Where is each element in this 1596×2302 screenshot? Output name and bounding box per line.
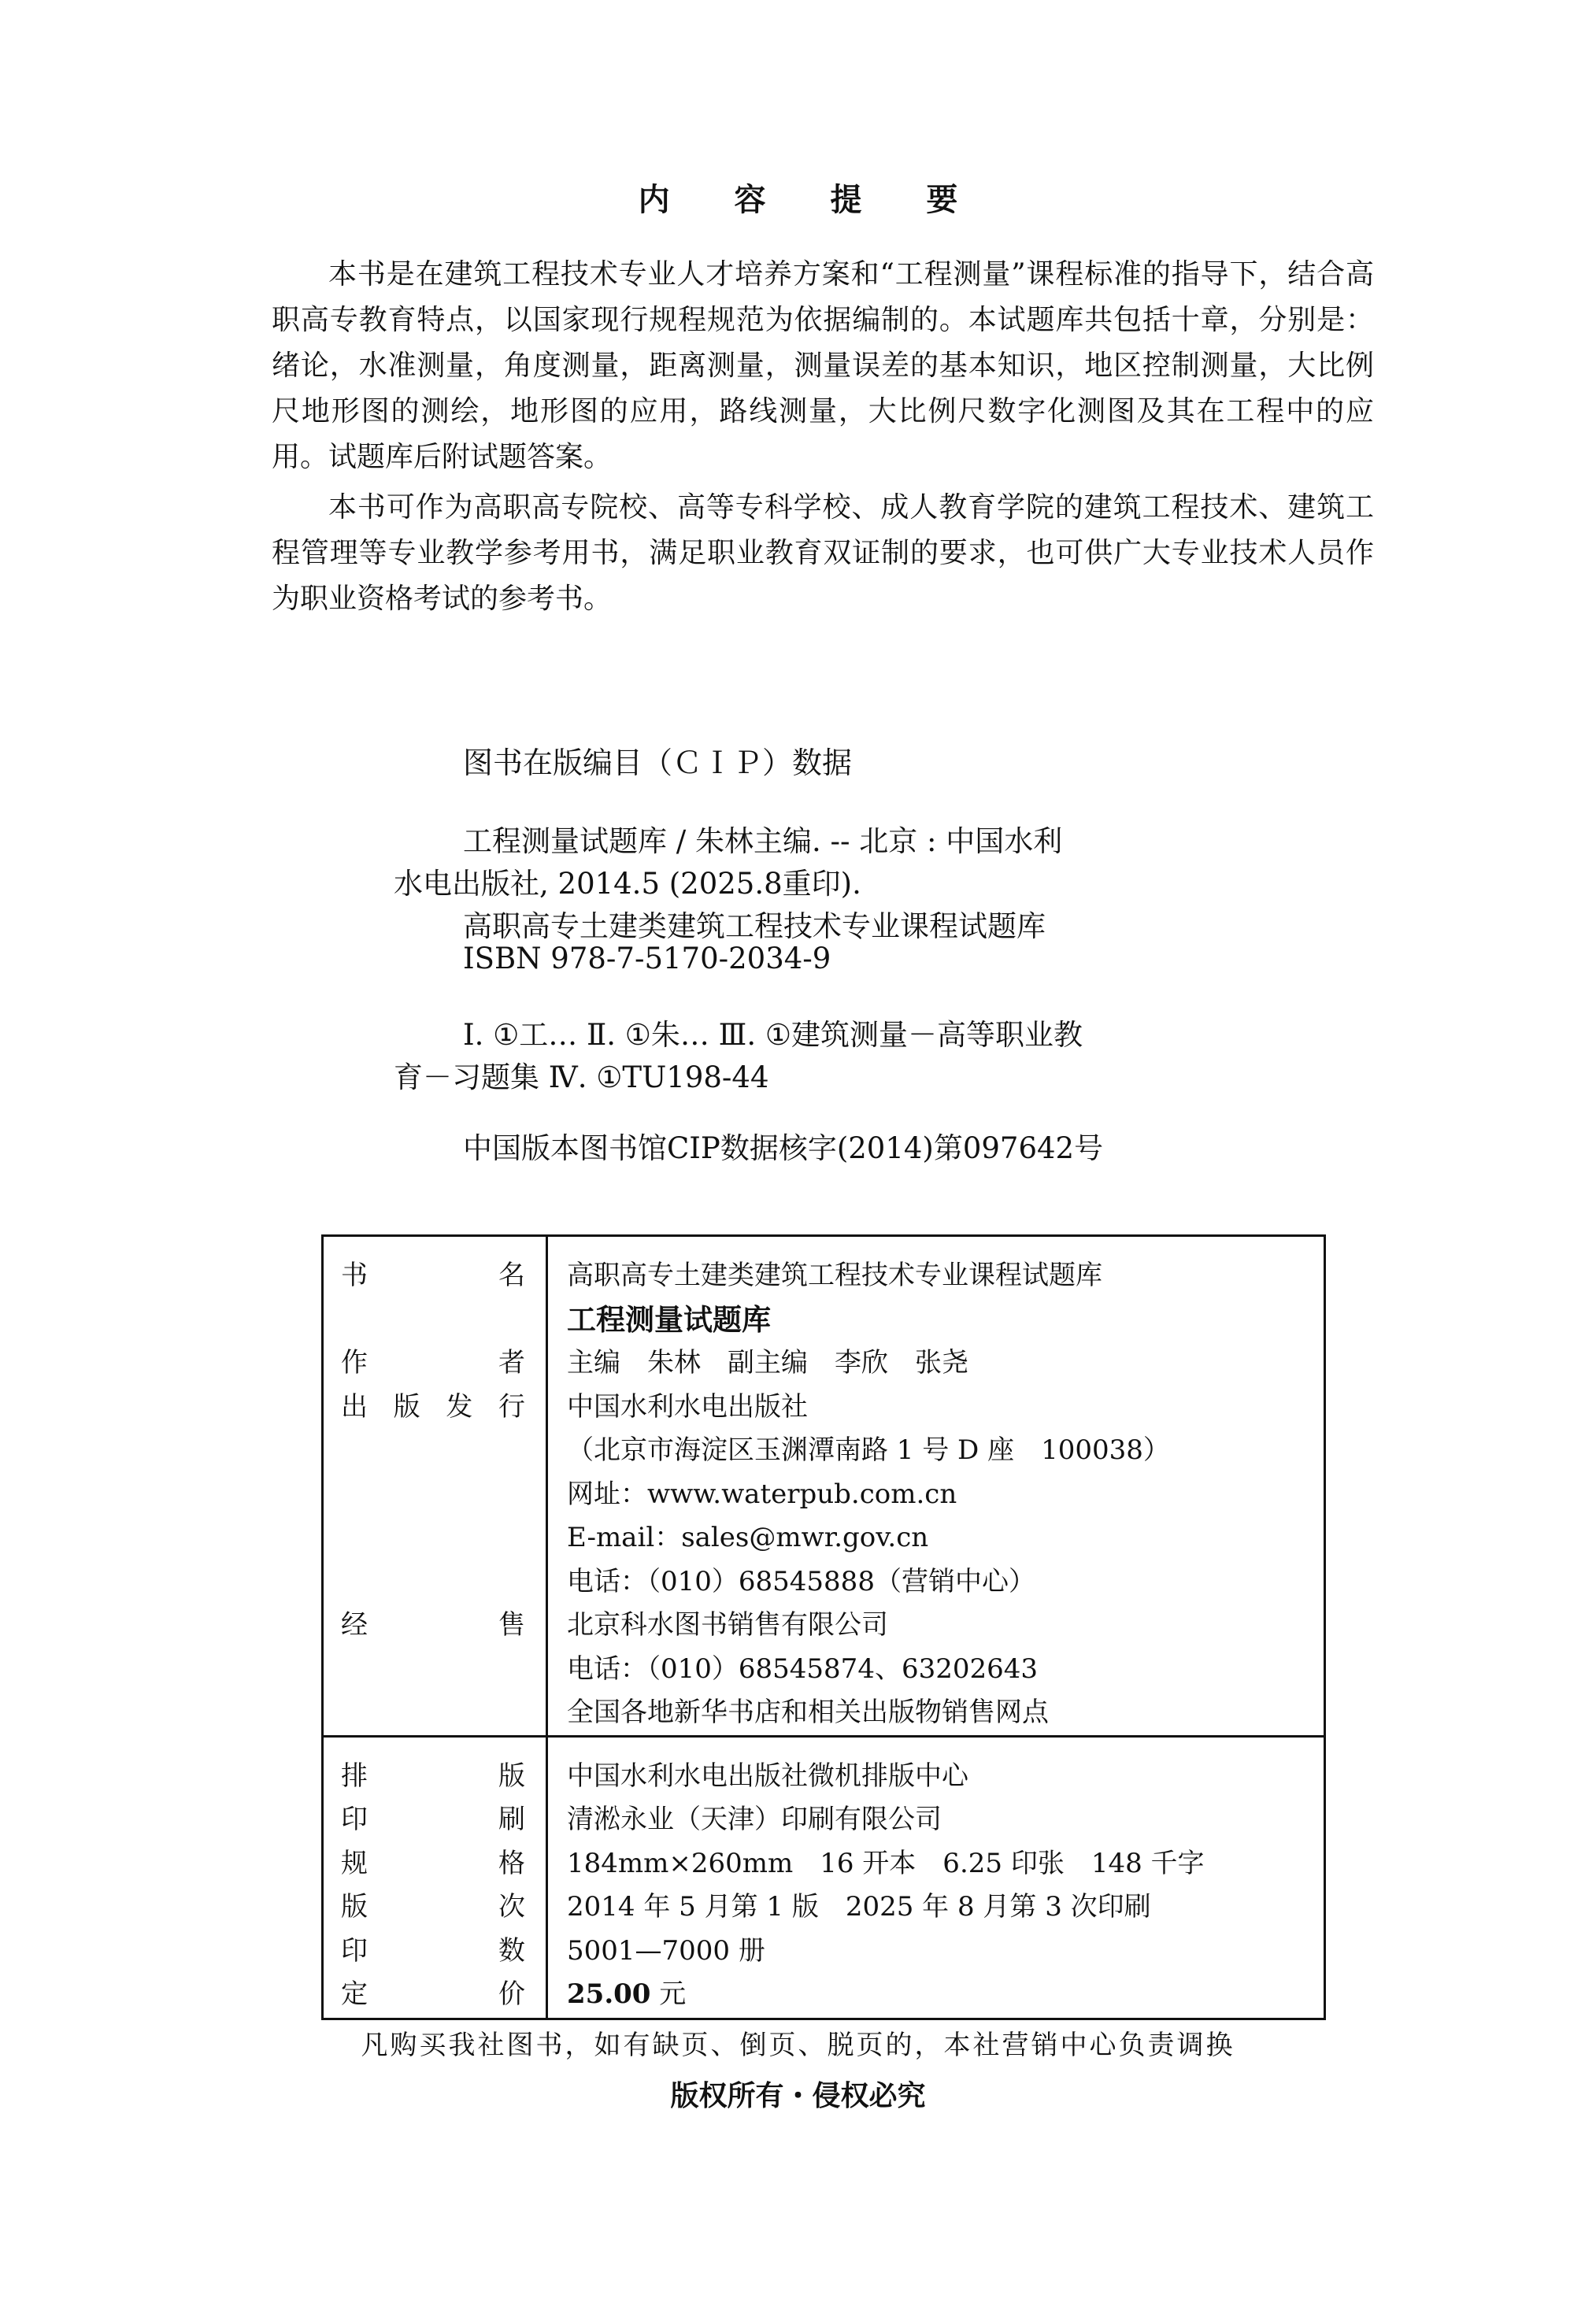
label-book-name: 书 名	[341, 1260, 525, 1291]
cip-isbn: ISBN 978-7-5170-2034-9	[463, 942, 831, 975]
info-labels-top	[323, 1236, 547, 1737]
edition-value: 2014 年 5 月第 1 版 2025 年 8 月第 3 次印刷	[567, 1891, 1151, 1923]
info-values-bottom	[547, 1736, 1325, 2019]
price-unit: 元	[659, 1978, 687, 2010]
label-publisher: 出版发行	[341, 1390, 525, 1423]
authors: 主编 朱林 副主编 李欣 张尧	[567, 1347, 968, 1379]
summary-title: 内 容 提 要	[638, 182, 985, 218]
label-print-run: 印 数	[341, 1934, 525, 1967]
label-author: 作 者	[341, 1347, 525, 1379]
book-title: 工程测量试题库	[567, 1302, 771, 1337]
series-name: 高职高专土建类建筑工程技术专业课程试题库	[567, 1260, 1102, 1291]
copyright-notice: 版权所有・侵权必究	[670, 2080, 926, 2112]
distributor-outlets: 全国各地新华书店和相关出版物销售网点	[567, 1697, 1049, 1728]
cip-line-6: 育－习题集 Ⅳ. ①TU198-44	[394, 1060, 769, 1094]
cip-line-3: 高职高专土建类建筑工程技术专业课程试题库	[463, 909, 1046, 943]
publisher-address: （北京市海淀区玉渊潭南路 1 号 D 座 100038）	[567, 1434, 1170, 1466]
summary-paragraph-2: 本书可作为高职高专院校、高等专科学校、成人教育学院的建筑工程技术、建筑工程管理等专业教学参考用书，满足职业教育双证制的要求，也可供广大专业技术人员作为职业资格考试的参考书。	[272, 491, 1374, 615]
cip-line-5: Ⅰ. ①工… Ⅱ. ①朱… Ⅲ. ①建筑测量－高等职业教	[463, 1018, 1083, 1052]
format-value: 184mm×260mm 16 开本 6.25 印张 148 千字	[567, 1847, 1205, 1879]
printer-value: 清淞永业（天津）印刷有限公司	[567, 1804, 942, 1835]
price-value	[567, 1973, 1324, 2017]
cip-record-number: 中国版本图书馆CIP数据核字(2014)第097642号	[463, 1131, 1104, 1165]
publisher-name: 中国水利水电出版社	[567, 1390, 808, 1423]
summary-body	[272, 252, 1374, 622]
publisher-phone: 电话：（010）68545888（营销中心）	[567, 1565, 1035, 1597]
label-typesetting: 排 版	[341, 1760, 525, 1792]
publication-info-table	[321, 1234, 1326, 2020]
cip-heading: 图书在版编目（ＣＩＰ）数据	[463, 746, 853, 780]
label-price: 定 价	[341, 1978, 525, 2010]
typesetting-value: 中国水利水电出版社微机排版中心	[567, 1760, 968, 1792]
price-amount: 25.00	[567, 1978, 651, 2010]
info-values-top	[547, 1236, 1325, 1737]
distributor-name: 北京科水图书销售有限公司	[567, 1609, 888, 1641]
replacement-notice: 凡购买我社图书，如有缺页、倒页、脱页的，本社营销中心负责调换	[361, 2030, 1235, 2061]
distributor-phone: 电话：（010）68545874、63202643	[567, 1652, 1039, 1685]
publisher-website: 网址：www.waterpub.com.cn	[567, 1478, 957, 1510]
label-edition: 版 次	[341, 1891, 525, 1923]
print-run-value: 5001—7000 册	[567, 1934, 765, 1967]
cip-line-2: 水电出版社, 2014.5 (2025.8重印).	[394, 867, 861, 901]
info-labels-bottom	[323, 1736, 547, 2019]
publisher-email: E-mail：sales@mwr.gov.cn	[567, 1522, 929, 1553]
label-distributor: 经 售	[341, 1609, 525, 1641]
label-printing: 印 刷	[341, 1804, 525, 1835]
label-format: 规 格	[341, 1847, 525, 1879]
summary-paragraph-1: 本书是在建筑工程技术专业人才培养方案和“工程测量”课程标准的指导下，结合高职高专教育特点，以国家现行规程规范为依据编制的。本试题库共包括十章，分别是：绪论，水准测量，角度测量，距离测量，测量误差的基本知识，地区控制测量，大比例尺地形图的测绘，地形图的应用，路线测量，大比例尺数字化测图及其在工程中的应用。试题库后附试题答案。	[272, 258, 1374, 473]
cip-line-1: 工程测量试题库 / 朱林主编. -- 北京 : 中国水利	[463, 824, 1063, 858]
